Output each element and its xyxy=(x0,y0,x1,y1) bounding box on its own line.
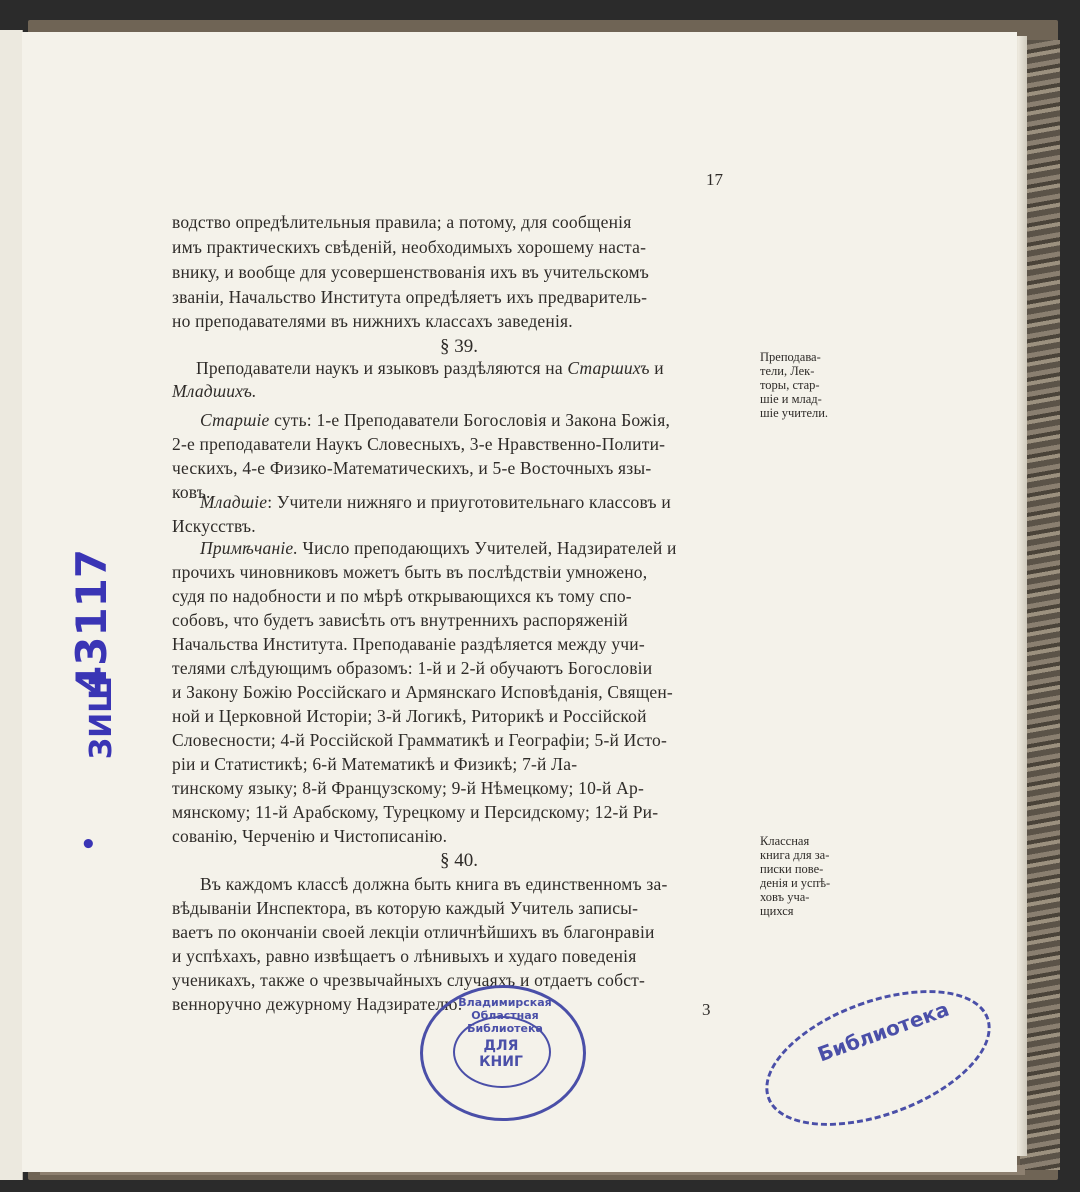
text-line xyxy=(196,358,664,379)
text-line: водство опредѣлительныя правила; а потому, для сообщенія xyxy=(172,212,632,232)
page-number: 17 xyxy=(706,170,723,189)
margin-line: Классная xyxy=(760,834,810,848)
text-line: Начальства Института. Преподаваніе раздѣляется между учи- xyxy=(172,634,645,654)
text-line: ной и Церковной Исторіи; 3-й Логикѣ, Риторикѣ и Россійской xyxy=(172,706,647,726)
stamp-center-text: ДЛЯ КНИГ xyxy=(479,1038,523,1070)
text-line: Въ каждомъ классѣ должна быть книга въ единственномъ за- xyxy=(200,874,668,894)
margin-line: тели, Лек- xyxy=(760,364,815,378)
text-line: сованію, Черченію и Чистописанію. xyxy=(172,826,448,846)
section-heading-39: § 39. xyxy=(440,336,478,357)
text-fragment: : Учители нижняго и приуготовительнаго классовъ и xyxy=(267,492,671,512)
text-line: и успѣхахъ, равно извѣщаетъ о лѣнивыхъ и худаго поведенія xyxy=(172,946,637,966)
handwritten-shelfmark-number: 43117 xyxy=(67,548,116,695)
margin-line: шіе и млад- xyxy=(760,392,822,406)
text-line: и Закону Божію Россійскаго и Армянскаго Исповѣданія, Священ- xyxy=(172,682,673,702)
text-line: телями слѣдующимъ образомъ: 1-й и 2-й обучаютъ Богословіи xyxy=(172,658,653,678)
text-line: мянскому; 11-й Арабскому, Турецкому и Персидскому; 12-й Ри- xyxy=(172,802,659,822)
text-line: внику, и вообще для усовершенствованія ихъ въ учительскомъ xyxy=(172,262,649,282)
margin-note-2 xyxy=(760,834,830,918)
stamp-text: Владимирская Областная Библиотека xyxy=(458,996,552,1035)
text-line: ческихъ, 4-е Физико-Математическихъ, и 5-е Восточныхъ язы- xyxy=(172,458,652,478)
text-fragment: и xyxy=(649,358,664,378)
italic-term: Примѣчаніе. xyxy=(200,538,298,558)
text-line: Словесности; 4-й Россійской Грамматикѣ и Географіи; 5-й Исто- xyxy=(172,730,668,750)
text-line: собовъ, что будетъ зависѣть отъ внутреннихъ распоряженій xyxy=(172,610,628,630)
margin-line: Преподава- xyxy=(760,350,821,364)
margin-line: торы, стар- xyxy=(760,378,820,392)
margin-line: щихся xyxy=(760,904,794,918)
text-line: ковъ. xyxy=(172,482,211,502)
margin-note-1 xyxy=(760,350,828,420)
text-line xyxy=(200,538,677,559)
text-line: 2-е преподаватели Наукъ Словесныхъ, 3-е Нравственно-Полити- xyxy=(172,434,666,454)
text-line: ріи и Статистикѣ; 6-й Математикѣ и Физикѣ; 7-й Ла- xyxy=(172,754,578,774)
ink-mark: • xyxy=(80,830,97,860)
text-fragment: Число преподающихъ Учителей, Надзирателей и xyxy=(297,538,677,558)
text-line: Искусствъ. xyxy=(172,516,256,536)
text-line: званіи, Начальство Института опредѣляетъ ихъ предваритель- xyxy=(172,287,648,307)
margin-line: денія и успѣ- xyxy=(760,876,831,890)
margin-line: шіе учители. xyxy=(760,406,829,420)
italic-term: Младшіе xyxy=(200,492,268,512)
text-fragment: суть: 1-е Преподаватели Богословія и Закона Божія, xyxy=(269,410,671,430)
handwritten-shelfmark-code: ЗИШ xyxy=(84,675,120,760)
text-line: ваетъ по окончаніи своей лекціи отличнѣйшихъ въ благонравіи xyxy=(172,922,655,942)
italic-term: Старшіе xyxy=(200,410,270,430)
previous-page-edge xyxy=(0,30,23,1180)
stamp-text: Библиотека xyxy=(814,996,953,1067)
library-stamp-round xyxy=(420,985,586,1121)
text-fragment: Преподаватели наукъ и языковъ раздѣляются на xyxy=(196,358,568,378)
text-line: прочихъ чиновниковъ можетъ быть въ послѣдствіи умножено, xyxy=(172,562,648,582)
section-heading-40: § 40. xyxy=(440,850,478,871)
text-line: венноручно дежурному Надзирателю. xyxy=(172,994,463,1014)
text-line: тинскому языку; 8-й Французскому; 9-й Нѣмецкому; 10-й Ар- xyxy=(172,778,644,798)
margin-line: ховъ уча- xyxy=(760,890,810,904)
text-line xyxy=(200,492,671,513)
italic-term: Младшихъ. xyxy=(172,381,257,401)
text-line xyxy=(200,410,670,431)
margin-line: книга для за- xyxy=(760,848,830,862)
text-line: вѣдываніи Инспектора, въ которую каждый Учитель записы- xyxy=(172,898,639,918)
text-line: имъ практическихъ свѣденій, необходимыхъ хорошему наста- xyxy=(172,237,647,257)
italic-term: Старшихъ xyxy=(567,358,650,378)
text-line: ученикахъ, также о чрезвычайныхъ случаяхъ и отдаетъ собст- xyxy=(172,970,646,990)
text-line: но преподавателями въ нижнихъ классахъ заведенія. xyxy=(172,311,573,331)
text-line: судя по надобности и по мѣрѣ открывающихся къ тому спо- xyxy=(172,586,632,606)
signature-mark: 3 xyxy=(702,1000,711,1019)
margin-line: писки пове- xyxy=(760,862,824,876)
